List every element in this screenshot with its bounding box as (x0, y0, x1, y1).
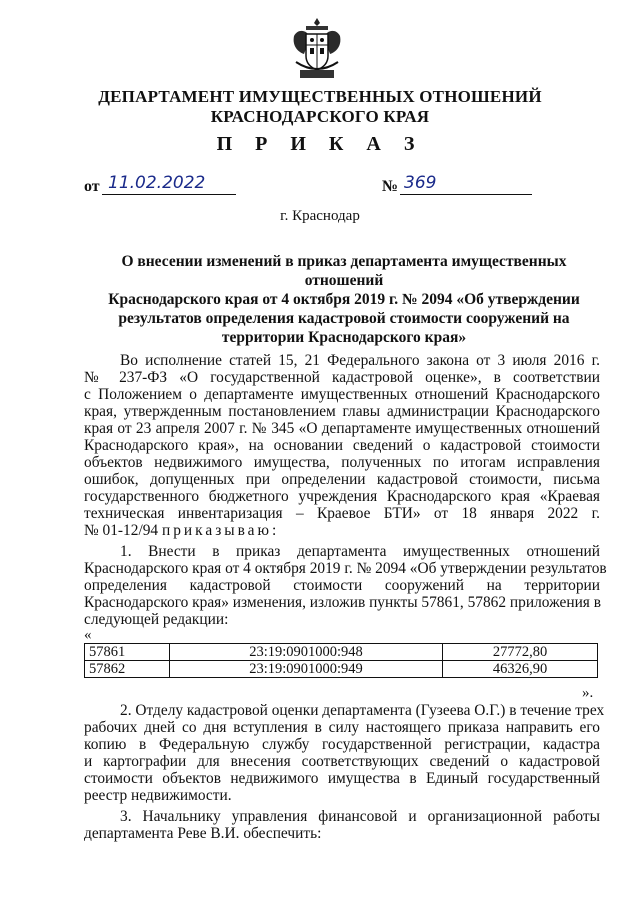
quote-close: ». (582, 685, 594, 701)
item1-line: Краснодарского края от 4 октября 2019 г. № 2094 «Об утверждении результатов (84, 560, 607, 577)
heading-line: территории Краснодарского края» (221, 329, 467, 346)
heading-line: Краснодарского края от 4 октября 2019 г. № 2094 «Об утверждении (108, 291, 580, 308)
department-name-line2: КРАСНОДАРСКОГО КРАЯ (210, 107, 430, 126)
order-heading (88, 252, 600, 347)
preamble-line: Во исполнение статей 15, 21 Федерального закона от 3 июля 2016 г. (120, 352, 600, 369)
department-name-line1: ДЕПАРТАМЕНТ ИМУЩЕСТВЕННЫХ ОТНОШЕНИЙ (98, 87, 542, 106)
cadastral-table (84, 643, 598, 678)
item1-line: следующей редакции: (84, 611, 229, 628)
item1-line: 1. Внести в приказ департамента имущественных отношений (120, 543, 600, 560)
preamble-last-prefix: № 01-12/94 (84, 522, 162, 539)
heading-line: О внесении изменений в приказ департамента имущественных отношений (121, 253, 567, 289)
preamble-line: государственного бюджетного учреждения Краснодарского края «Краевая (84, 488, 600, 505)
order-date: 11.02.2022 (108, 173, 206, 193)
preamble-line: ошибок, допущенных при определении кадастровой стоимости, письма (84, 471, 600, 488)
table-cell-cadastral: 23:19:0901000:948 (170, 644, 443, 661)
document-title: П Р И К А З (216, 133, 424, 155)
table-row (85, 661, 598, 678)
number-underline (400, 194, 532, 195)
date-prefix: от (84, 178, 100, 195)
preamble-line: Краснодарского края», на основании сведений о кадастровой стоимости (84, 437, 600, 454)
preamble-line: объектов недвижимого имущества, полученных по итогам исправления (84, 454, 600, 471)
preamble-line: края, утвержденным постановлением главы администрации Краснодарского (84, 403, 600, 420)
item1-line: Краснодарского края» изменения, изложив пункты 57861, 57862 приложения в (84, 594, 602, 611)
table-cell-value: 46326,90 (443, 661, 598, 678)
date-underline (102, 194, 236, 195)
quote-open: « (84, 627, 92, 643)
item2-line: рабочих дней со дня вступления в силу настоящего приказа направить его (84, 719, 600, 736)
item2-line: стоимости объектов недвижимого имущества в Единый государственный (84, 770, 600, 787)
coat-of-arms-icon (286, 14, 348, 84)
preamble-line: № 237-ФЗ «О государственной кадастровой оценке», в соответствии (84, 369, 600, 386)
item3-line: департамента Реве В.И. обеспечить: (84, 825, 322, 842)
city: г. Краснодар (280, 208, 360, 224)
preamble-line: с Положением о департаменте имущественных отношений Краснодарского (84, 386, 600, 403)
table-cell-cadastral: 23:19:0901000:949 (170, 661, 443, 678)
preamble-line-last (84, 522, 600, 539)
order-number: 369 (404, 173, 437, 193)
table-cell-number: 57862 (85, 661, 170, 678)
item2-line: копию в Федеральную службу государственной регистрации, кадастра (84, 736, 600, 753)
preamble-line: края от 23 апреля 2007 г. № 345 «О департаменте имущественных отношений (84, 420, 600, 437)
table-cell-number: 57861 (85, 644, 170, 661)
table-row (85, 644, 598, 661)
item2-line: реестр недвижимости. (84, 787, 232, 804)
heading-line: результатов определения кадастровой стоимости сооружений на (118, 310, 570, 327)
table-cell-value: 27772,80 (443, 644, 598, 661)
item3-line: 3. Начальнику управления финансовой и организационной работы (120, 808, 600, 825)
order-verb: приказываю: (161, 522, 280, 539)
item1-line: определения кадастровой стоимости сооружений на территории (84, 577, 600, 594)
item2-line: и картографии для внесения соответствующих сведений о кадастровой (84, 753, 600, 770)
item2-line: 2. Отделу кадастровой оценки департамента (Гузеева О.Г.) в течение трех (120, 702, 605, 719)
preamble-line: техническая инвентаризация – Краевое БТИ» от 18 января 2022 г. (84, 505, 600, 522)
number-prefix: № (382, 178, 399, 195)
